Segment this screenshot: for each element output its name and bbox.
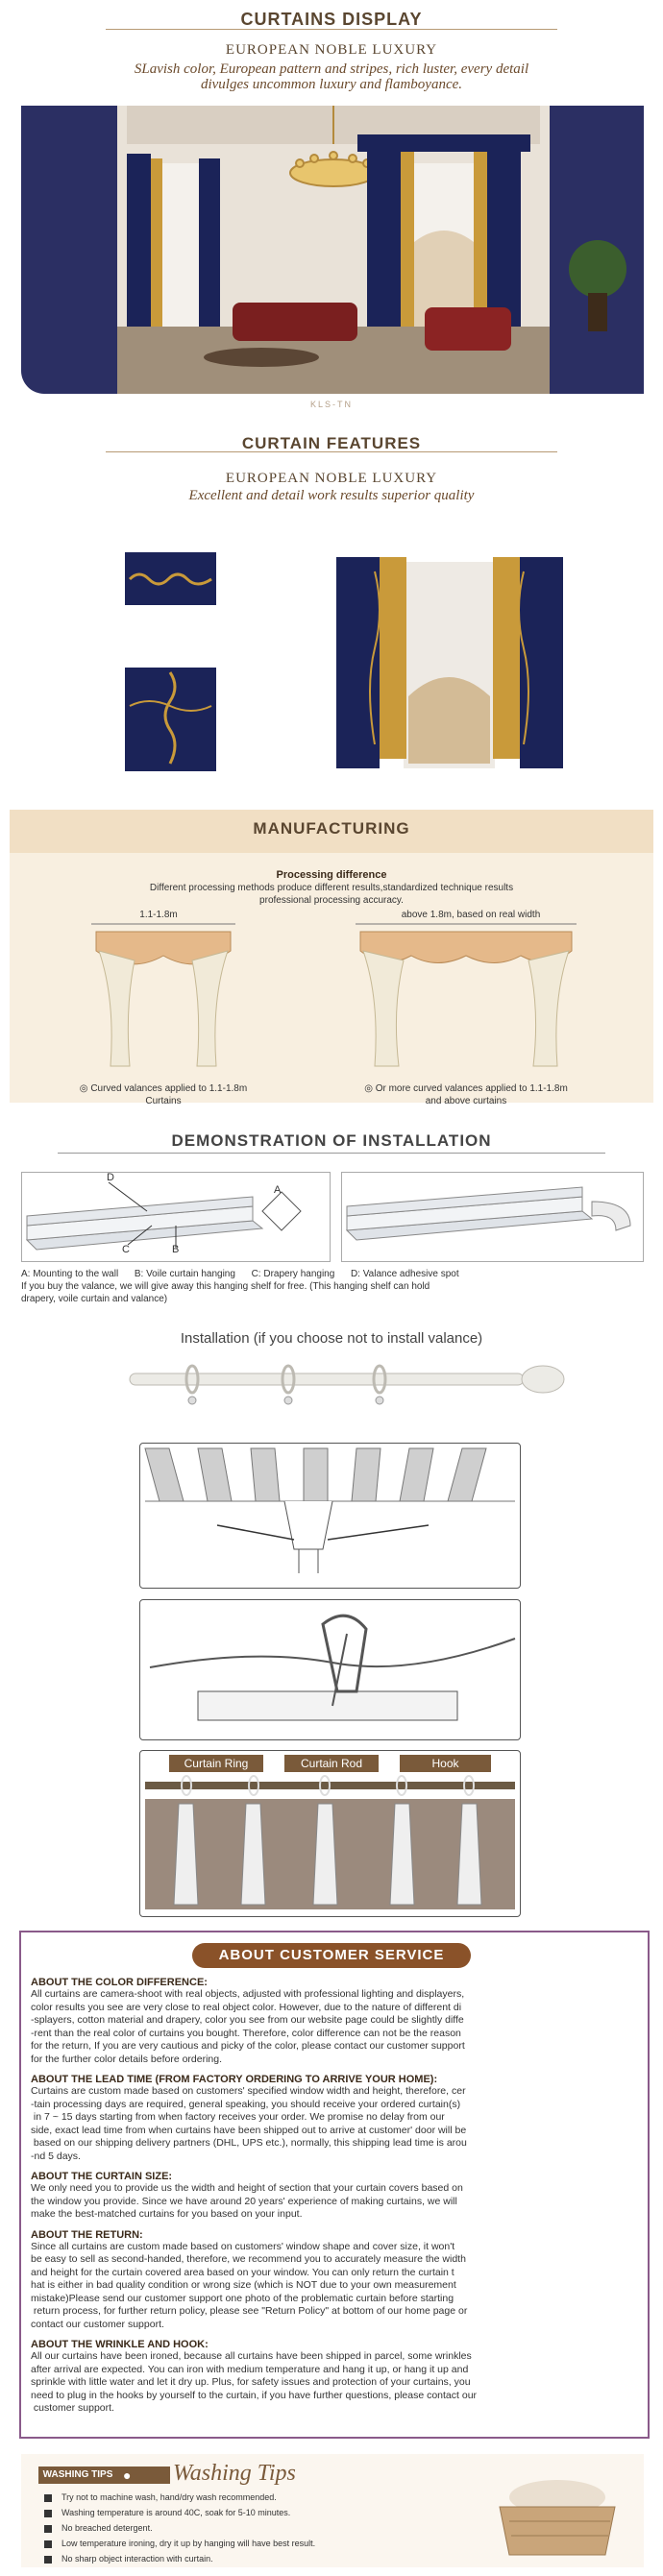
service-section-line: after arrival are expected. You can iron with medium temperature and hang it up, or hang it up and	[31, 2363, 469, 2375]
service-section-line: sprinkle with little water and let it dry up. Plus, for safety issues and protection of your curtains, you	[31, 2376, 471, 2388]
service-section-line: -tain processing days are required, general speaking, you should receive your ordered curtain(s)	[31, 2098, 461, 2110]
service-section	[31, 2171, 638, 2222]
service-section-line: side, exact lead time from when curtains have been shipped out to arrive at customer' door will be	[31, 2124, 467, 2136]
service-section-line: in 7 ~ 15 days starting from when factory receives your order. We promise no delay from our	[31, 2111, 445, 2123]
section-title-features: CURTAIN FEATURES	[241, 434, 422, 452]
washing-tip: No breached detergent.	[44, 2520, 448, 2536]
room-photo	[21, 106, 644, 394]
service-section-heading: ABOUT THE LEAD TIME (FROM FACTORY ORDERING TO ARRIVE YOUR HOME):	[31, 2074, 438, 2085]
service-section-heading: ABOUT THE WRINKLE AND HOOK:	[31, 2339, 209, 2350]
service-section-line: Since all curtains are custom made based on customers' window shape and cover size, it won't	[31, 2240, 455, 2252]
service-section-line: the window you provide. Since we have around 20 years' experience of making curtains, we will	[31, 2195, 457, 2207]
service-section-line: All curtains are camera-shoot with real objects, adjusted with professional lighting and displayers,	[31, 1988, 465, 2000]
washing-tip: Washing temperature is around 40C, soak for 5-10 minutes.	[44, 2505, 448, 2520]
service-section-line: mistake)Please send our customer support one photo of the problematic curtain before starting	[31, 2292, 454, 2304]
service-section-line: We only need you to provide us the width and height of section that your curtain covers based on	[31, 2182, 463, 2194]
label-a: A	[274, 1184, 282, 1196]
service-section-line: -nd 5 days.	[31, 2150, 81, 2162]
display-subtitle: EUROPEAN NOBLE LUXURY	[225, 42, 438, 58]
service-section-line: for the return, If you are very cautious and picky of the color, please contact our customer support	[31, 2040, 465, 2052]
service-section-line: and height for the curtain covered area based on your window. You can only return the curtain t	[31, 2266, 454, 2278]
processing-heading: Processing difference	[276, 869, 387, 881]
parts-legend: A: Mounting to the wall B: Voile curtain hanging C: Drapery hanging D: Valance adhesive spot	[21, 1269, 459, 1279]
service-section-line: for the further color details before ordering.	[31, 2053, 223, 2065]
label-hook: Hook	[400, 1755, 491, 1772]
label-b: B	[172, 1244, 180, 1255]
left-caption-1: ◎ Curved valances applied to 1.1-1.8m	[79, 1083, 248, 1094]
display-tagline-1: SLavish color, European pattern and stripes, rich luster, every detail	[134, 61, 529, 77]
features-tagline: Excellent and detail work results superior quality	[188, 488, 475, 503]
divider	[58, 1153, 605, 1154]
service-section-line: contact our customer support.	[31, 2318, 164, 2330]
curtain-product-image	[332, 552, 567, 773]
washing-tips-list	[44, 2490, 448, 2566]
washing-badge: WASHING TIPS	[38, 2467, 117, 2484]
right-caption-1: ◎ Or more curved valances applied to 1.1-1.8m	[364, 1083, 568, 1094]
left-width-label: 1.1-1.8m	[139, 910, 178, 920]
section-title-display: CURTAINS DISPLAY	[240, 10, 423, 29]
valance-note-1: If you buy the valance, we will give away this hanging shelf for free. (This hanging shelf can hold	[21, 1281, 430, 1292]
right-width-label: above 1.8m, based on real width	[401, 910, 541, 920]
laundry-basket-image	[452, 2468, 634, 2560]
right-caption-2: and above curtains	[425, 1096, 507, 1106]
washing-badge-tail	[117, 2467, 170, 2484]
washing-script-title: Washing Tips	[173, 2461, 296, 2486]
service-section-line: color results you see are very close to real object color. However, due to the nature of different di	[31, 2001, 462, 2013]
service-section-line: -rent than the real color of curtains you bought. Therefore, color difference can not be the reason	[31, 2027, 461, 2039]
hook-diagram-2	[139, 1599, 521, 1740]
service-section	[31, 1977, 638, 2066]
washing-tip: No sharp object interaction with curtain.	[44, 2551, 448, 2566]
single-valance-drawing	[91, 922, 235, 1076]
section-title-installation: DEMONSTRATION OF INSTALLATION	[171, 1131, 492, 1150]
service-section-line: make the best-matched curtains for you based on your input.	[31, 2208, 303, 2220]
multi-valance-drawing	[356, 922, 577, 1076]
processing-desc-1: Different processing methods produce different results,standardized technique results	[149, 883, 514, 893]
section-title-manufacturing: MANUFACTURING	[253, 819, 410, 838]
service-section-line: return process, for further return policy, please see "Return Policy" at bottom of our home page or	[31, 2305, 468, 2317]
service-section-line: be easy to sell as second-handed, therefore, we recommend you to accurately measure the width	[31, 2253, 466, 2265]
track-diagram-mounted	[341, 1172, 644, 1262]
service-section-line: need to plug in the hooks by yourself to the curtain, if you have further questions, please contact our	[31, 2389, 478, 2401]
service-section	[31, 2339, 638, 2416]
track-diagram-abcd	[21, 1172, 331, 1262]
label-d: D	[107, 1172, 114, 1183]
processing-desc-2: professional processing accuracy.	[259, 895, 404, 906]
left-caption-2: Curtains	[145, 1096, 182, 1106]
service-section-line: customer support.	[31, 2402, 114, 2414]
room-illustration	[21, 106, 644, 394]
detail-swatch-1	[125, 552, 216, 605]
label-curtain-rod: Curtain Rod	[284, 1755, 379, 1772]
service-section-line: -splayers, cotton material and drapery, color you see from our website page could be slightly diffe	[31, 2014, 464, 2026]
service-section-heading: ABOUT THE RETURN:	[31, 2228, 143, 2241]
features-subtitle: EUROPEAN NOBLE LUXURY	[225, 471, 438, 486]
ring-rod-hook-diagram	[139, 1750, 521, 1917]
bullet-glyph: ●	[123, 2467, 132, 2483]
customer-service-title: ABOUT CUSTOMER SERVICE	[192, 1943, 471, 1968]
service-section-line: Curtains are custom made based on customers' specified window width and height, therefore, cer	[31, 2085, 466, 2097]
label-curtain-ring: Curtain Ring	[169, 1755, 263, 1772]
service-section-line: hat is either in bad quality condition or wrong size (which is NOT due to your own measurement	[31, 2279, 456, 2291]
hook-diagram-1	[139, 1443, 521, 1589]
curtain-rod-illustration	[125, 1354, 567, 1412]
service-section-heading: ABOUT THE COLOR DIFFERENCE:	[31, 1977, 208, 1988]
service-section	[31, 2229, 638, 2332]
watermark: KLS-TN	[309, 400, 353, 409]
washing-tip: Try not to machine wash, hand/dry wash recommended.	[44, 2490, 448, 2505]
no-valance-title: Installation (if you choose not to install valance)	[180, 1330, 483, 1347]
valance-note-2: drapery, voile curtain and valance)	[21, 1294, 168, 1304]
service-section-heading: ABOUT THE CURTAIN SIZE:	[31, 2171, 173, 2182]
service-section-line: based on our shipping delivery partners (DHL, UPS etc.), normally, this shipping lead time is arou	[31, 2137, 467, 2149]
detail-swatch-2	[125, 668, 216, 771]
service-section	[31, 2074, 638, 2163]
washing-tip: Low temperature ironing, dry it up by hanging will have best result.	[44, 2536, 448, 2551]
customer-service-body	[31, 1977, 638, 2423]
label-c: C	[122, 1244, 130, 1255]
service-section-line: All our curtains have been ironed, because all curtains have been shipped in parcel, some wrinkles	[31, 2350, 472, 2362]
display-tagline-2: divulges uncommon luxury and flamboyance.	[200, 77, 463, 92]
